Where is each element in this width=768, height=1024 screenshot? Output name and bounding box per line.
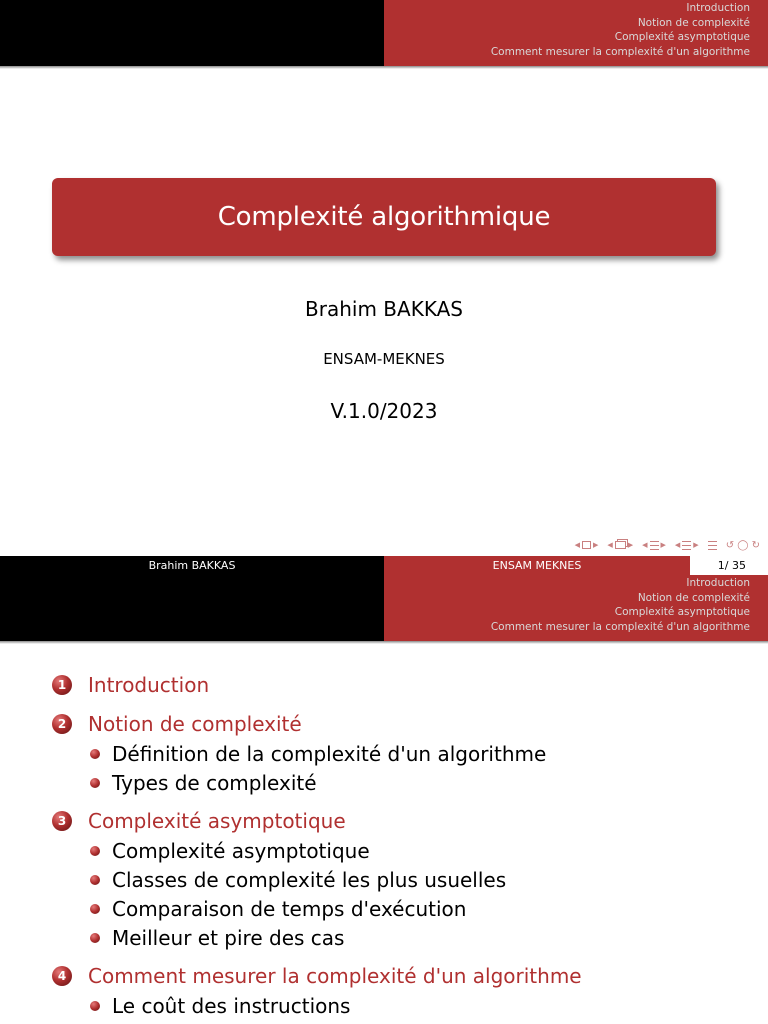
outline-section-row[interactable] [52, 806, 752, 836]
subsection-title: Comparaison de temps d'exécution [112, 896, 467, 921]
subsection-title: Définition de la complexité d'un algorithme [112, 741, 547, 766]
header-shadow [0, 641, 768, 644]
nav-section-notion[interactable]: Notion de complexité [637, 591, 750, 604]
header-band-top [0, 0, 768, 66]
section-navigation [491, 1, 750, 59]
nav-section-asymptotique[interactable]: Complexité asymptotique [614, 31, 750, 44]
navigation-symbols [575, 538, 760, 552]
section-title: Notion de complexité [88, 712, 302, 736]
nav-section-mesurer[interactable]: Comment mesurer la complexité d'un algorithme [490, 45, 750, 58]
search-icon[interactable]: ↺ ◯ ↻ [725, 539, 760, 551]
frame-nav-icon[interactable]: ◀ ▶ [607, 541, 634, 549]
outline-section [52, 670, 752, 700]
nav-section-notion[interactable]: Notion de complexité [637, 16, 750, 29]
outline-subsection[interactable] [52, 991, 752, 1020]
outline-subsection[interactable] [52, 865, 752, 894]
subsection-title: Meilleur et pire des cas [112, 925, 345, 950]
outline-section-row[interactable] [52, 670, 752, 700]
outline-subsection[interactable] [52, 894, 752, 923]
subsection-title: Le coût des instructions [112, 993, 351, 1018]
section-number-ball: 4 [52, 966, 72, 986]
nav-section-introduction[interactable]: Introduction [686, 2, 750, 14]
subsection-title: Types de complexité [112, 770, 317, 795]
outline-subsection[interactable] [52, 836, 752, 865]
header-band-left [0, 0, 384, 66]
slide-nav-icon[interactable]: ◀ ▶ [574, 541, 599, 549]
bullet-icon [90, 933, 100, 943]
section-title: Complexité asymptotique [88, 809, 346, 833]
section-nav-icon[interactable]: ◀ ▶ [674, 541, 699, 549]
nav-section-introduction[interactable]: Introduction [686, 577, 750, 589]
outline-section [52, 806, 752, 952]
outline-section [52, 961, 752, 1020]
header-band-left [0, 575, 384, 641]
section-title: Comment mesurer la complexité d'un algorithme [88, 964, 582, 988]
section-number-ball: 2 [52, 714, 72, 734]
nav-section-mesurer[interactable]: Comment mesurer la complexité d'un algorithme [490, 620, 750, 633]
outline-section [52, 709, 752, 797]
institute-name: ENSAM-MEKNES [323, 350, 445, 368]
subsection-title: Classes de complexité les plus usuelles [112, 867, 507, 892]
section-number-ball: 1 [52, 675, 72, 695]
title-box [52, 178, 716, 256]
footline-institute: ENSAM MEKNES [384, 556, 690, 575]
page-number: 1/ 35 [690, 556, 768, 575]
section-title: Introduction [88, 673, 210, 697]
bullet-icon [90, 875, 100, 885]
author-name: Brahim BAKKAS [305, 297, 463, 321]
subsection-nav-icon[interactable]: ◀ ▶ [642, 541, 666, 549]
footline [0, 556, 768, 575]
outline-subsection[interactable] [52, 923, 752, 952]
bullet-icon [90, 904, 100, 914]
bullet-icon [90, 778, 100, 788]
subsection-title: Complexité asymptotique [112, 838, 370, 863]
header-band-second [0, 575, 768, 641]
outline-subsection[interactable] [52, 739, 752, 768]
version-date: V.1.0/2023 [330, 399, 438, 423]
section-number-ball: 3 [52, 811, 72, 831]
nav-section-asymptotique[interactable]: Complexité asymptotique [614, 606, 750, 619]
table-of-contents [52, 670, 752, 1024]
bullet-icon [90, 1001, 100, 1011]
outline-section-row[interactable] [52, 961, 752, 991]
outline-subsection[interactable] [52, 768, 752, 797]
footline-author: Brahim BAKKAS [0, 556, 384, 575]
header-shadow [0, 66, 768, 69]
bullet-icon [90, 846, 100, 856]
outline-section-row[interactable] [52, 709, 752, 739]
presentation-title: Complexité algorithmique [217, 202, 551, 232]
bullet-icon [90, 749, 100, 759]
outline-nav-icon[interactable] [708, 541, 717, 550]
section-navigation [491, 576, 750, 634]
